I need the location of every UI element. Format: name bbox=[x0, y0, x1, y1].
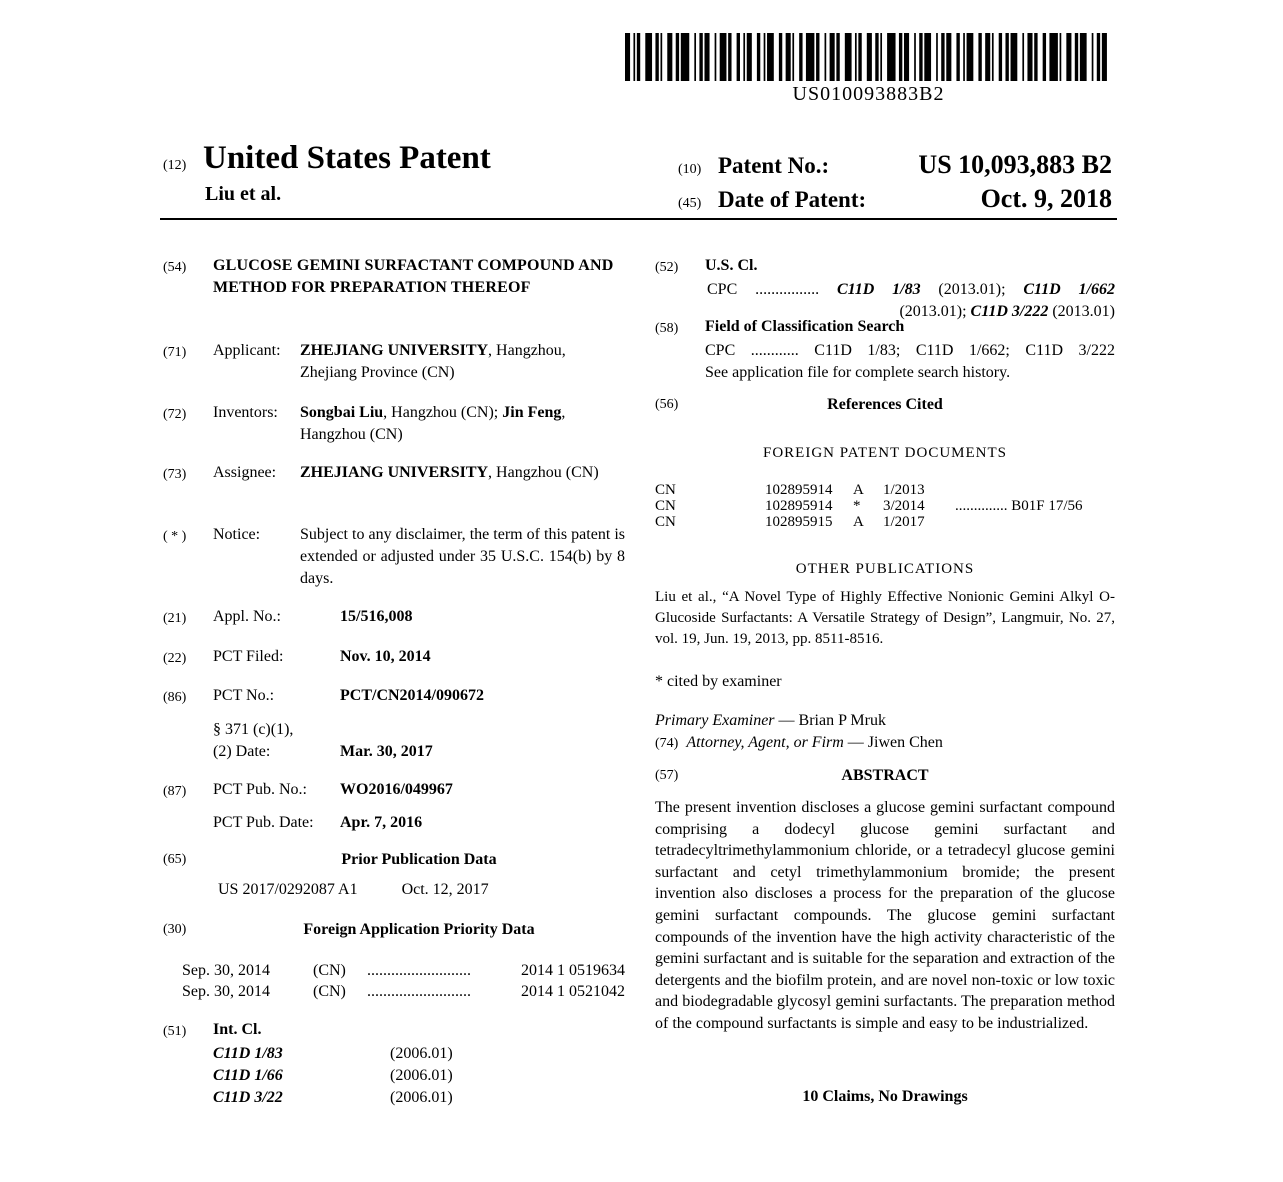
document-title: United States Patent bbox=[203, 140, 491, 176]
field-code: (65) bbox=[163, 852, 187, 867]
field-73-assignee bbox=[163, 462, 625, 486]
other-pubs-citation: Liu et al., “A Novel Type of Highly Effective Nonionic Gemini Alkyl O-Glucoside Surfactants: A Versatile Strategy of Design”, Langmuir, No. 27, vol. 19, Jun. 19, 2013, pp. 8511-8516. bbox=[655, 589, 1115, 647]
ref-country: CN bbox=[655, 498, 676, 514]
field-58-search bbox=[655, 316, 1115, 384]
field-code-45: (45) bbox=[678, 196, 702, 211]
field-code: (72) bbox=[163, 407, 187, 422]
field-30-priority bbox=[163, 919, 625, 1002]
appl-no-value: 15/516,008 bbox=[340, 608, 413, 625]
inventors-value: Songbai Liu, Hangzhou (CN); Jin Feng, Hangzhou (CN) bbox=[300, 404, 566, 443]
field-notice bbox=[163, 524, 625, 590]
cpc-line-1: CPC ................ C11D 1/83 (2013.01); C11D 1/662 bbox=[707, 281, 1116, 298]
patent-date-value: Oct. 9, 2018 bbox=[980, 184, 1112, 213]
kind-code-12: (12) bbox=[163, 158, 187, 173]
ref-date: 1/2017 bbox=[883, 514, 925, 530]
field-87-pct-pub bbox=[163, 779, 625, 834]
priority-country: (CN) bbox=[313, 962, 346, 979]
prior-pub-date: Oct. 12, 2017 bbox=[401, 881, 489, 898]
field-code: (51) bbox=[163, 1024, 187, 1039]
sect-371-line: § 371 (c)(1), bbox=[213, 721, 294, 738]
field-56-references bbox=[655, 394, 1115, 416]
field-52-us-cl bbox=[655, 255, 1115, 323]
field-label: Assignee: bbox=[213, 464, 277, 481]
header-right bbox=[678, 148, 1112, 216]
ref-extra: .............. B01F 17/56 bbox=[955, 498, 1083, 514]
abstract-heading: ABSTRACT bbox=[841, 767, 929, 784]
field-72-inventors bbox=[163, 402, 625, 446]
header-divider bbox=[160, 218, 1117, 220]
class-symbol: C11D 1/83 bbox=[213, 1045, 283, 1062]
field-label: Applicant: bbox=[213, 342, 281, 359]
invention-title: GLUCOSE GEMINI SURFACTANT COMPOUND AND METHOD FOR PREPARATION THEREOF bbox=[213, 257, 614, 296]
field-label: Inventors: bbox=[213, 404, 278, 421]
prior-pub-line bbox=[163, 879, 625, 901]
field-code: ( * ) bbox=[163, 529, 187, 544]
patent-number-label: Patent No.: bbox=[718, 153, 830, 178]
field-86-pct-no bbox=[163, 685, 625, 763]
field-21-appl-no bbox=[163, 606, 625, 630]
field-label: Appl. No.: bbox=[213, 608, 281, 625]
field-code: (52) bbox=[655, 260, 679, 275]
barcode bbox=[625, 33, 1112, 106]
priority-number: 2014 1 0521042 bbox=[521, 983, 625, 1000]
patent-number-value: US 10,093,883 B2 bbox=[918, 150, 1112, 179]
field-51-int-cl bbox=[163, 1019, 625, 1109]
priority-row bbox=[163, 960, 625, 981]
abstract-text: The present invention discloses a glucose gemini surfactant compound comprising a dodecyl glucose gemini surfactant and tetradecyltrimethylammonium chloride, or a tetradecyl glucose gemini surfactant and cetyl trimethylammonium bromide; the present invention also discloses a process for the preparation of the glucose gemini surfactant compounds. The glucose gemini surfactant compounds of the invention have the high activity characteristic of the gemini surfactant and is suitable for the separation and extraction of the detergents and the biofilm protein, and are novel non-toxic or low toxic and biodegradable glycosyl gemini surfactants. The preparation method of the compound surfactants is simple and easy to be industrialized. bbox=[655, 799, 1115, 1032]
field-label: PCT No.: bbox=[213, 687, 275, 704]
field-22-pct-filed bbox=[163, 646, 625, 670]
priority-date: Sep. 30, 2014 bbox=[182, 983, 270, 1000]
field-code: (86) bbox=[163, 690, 187, 705]
ref-extra bbox=[955, 482, 1115, 498]
field-code: (30) bbox=[163, 922, 187, 937]
patent-number-row bbox=[678, 148, 1112, 182]
field-code: (56) bbox=[655, 397, 679, 412]
examiner-name: — Brian P Mruk bbox=[774, 712, 886, 729]
priority-row bbox=[163, 981, 625, 1002]
field-label: PCT Filed: bbox=[213, 648, 284, 665]
first-inventor-line: Liu et al. bbox=[205, 183, 282, 205]
applicant-value: ZHEJIANG UNIVERSITY, Hangzhou, Zhejiang Province (CN) bbox=[300, 342, 566, 381]
priority-country: (CN) bbox=[313, 983, 346, 1000]
patent-date-label: Date of Patent: bbox=[718, 187, 867, 212]
other-pubs-heading: OTHER PUBLICATIONS bbox=[795, 561, 975, 577]
field-code: (71) bbox=[163, 345, 187, 360]
ref-date: 3/2014 bbox=[883, 498, 925, 514]
patent-date-row bbox=[678, 182, 1112, 216]
references-heading: References Cited bbox=[827, 396, 943, 413]
ref-extra bbox=[955, 514, 1115, 530]
dot-leader: .......................... bbox=[367, 962, 471, 979]
search-cpc-line: CPC ............ C11D 1/83; C11D 1/662; C11D 3/222 bbox=[705, 342, 1115, 359]
ref-kind: * bbox=[853, 498, 861, 514]
field-label: PCT Pub. Date: bbox=[213, 814, 314, 831]
pct-filed-value: Nov. 10, 2014 bbox=[340, 648, 431, 665]
section-371-date: Mar. 30, 2017 bbox=[340, 743, 433, 760]
cpc-line-2: (2013.01); C11D 3/222 (2013.01) bbox=[899, 303, 1115, 320]
int-cl-entry bbox=[163, 1043, 625, 1065]
ref-country: CN bbox=[655, 482, 676, 498]
ref-date: 1/2013 bbox=[883, 482, 925, 498]
notice-text: Subject to any disclaimer, the term of this patent is extended or adjusted under 35 U.S.C. 154(b) by 8 days. bbox=[300, 526, 625, 587]
field-label: (2) Date: bbox=[213, 743, 271, 760]
field-label: Notice: bbox=[213, 526, 261, 543]
pct-pub-date: Apr. 7, 2016 bbox=[340, 814, 423, 831]
field-code: (87) bbox=[163, 784, 187, 799]
foreign-docs-table bbox=[655, 482, 1115, 530]
table-row bbox=[655, 498, 1115, 514]
class-version: (2006.01) bbox=[390, 1067, 453, 1084]
field-label: PCT Pub. No.: bbox=[213, 781, 307, 798]
field-code: (57) bbox=[655, 768, 679, 783]
attorney-label: Attorney, Agent, or Firm bbox=[686, 734, 844, 751]
foreign-docs-heading: FOREIGN PATENT DOCUMENTS bbox=[762, 445, 1008, 461]
priority-heading: Foreign Application Priority Data bbox=[303, 921, 535, 938]
field-code: (74) bbox=[655, 736, 679, 751]
field-code: (21) bbox=[163, 611, 187, 626]
prior-pub-number: US 2017/0292087 A1 bbox=[218, 881, 358, 898]
priority-number: 2014 1 0519634 bbox=[521, 962, 625, 979]
field-71-applicant bbox=[163, 340, 625, 384]
class-version: (2006.01) bbox=[390, 1089, 453, 1106]
barcode-number: US010093883B2 bbox=[792, 83, 945, 105]
ref-number: 102895915 bbox=[765, 514, 833, 530]
class-version: (2006.01) bbox=[390, 1045, 453, 1062]
pct-no-value: PCT/CN2014/090672 bbox=[340, 687, 484, 704]
pct-pub-no: WO2016/049967 bbox=[340, 781, 453, 798]
attorney-name: — Jiwen Chen bbox=[843, 734, 943, 751]
cited-by-examiner-note: * cited by examiner bbox=[655, 673, 782, 690]
us-cl-heading: U.S. Cl. bbox=[705, 257, 758, 274]
table-row bbox=[655, 514, 1115, 530]
attorney-line bbox=[655, 732, 1115, 755]
ref-country: CN bbox=[655, 514, 676, 530]
examiner-label: Primary Examiner bbox=[655, 712, 775, 729]
field-code: (54) bbox=[163, 260, 187, 275]
field-code: (22) bbox=[163, 651, 187, 666]
field-57-abstract bbox=[655, 765, 1115, 787]
search-see-line: See application file for complete search history. bbox=[705, 364, 1011, 381]
int-cl-entry bbox=[163, 1087, 625, 1109]
prior-pub-heading: Prior Publication Data bbox=[341, 851, 497, 868]
dot-leader: .......................... bbox=[367, 983, 471, 1000]
int-cl-entry bbox=[163, 1065, 625, 1087]
ref-number: 102895914 bbox=[765, 498, 833, 514]
examiner-line bbox=[655, 710, 1115, 732]
ref-kind: A bbox=[853, 482, 864, 498]
priority-date: Sep. 30, 2014 bbox=[182, 962, 270, 979]
search-heading: Field of Classification Search bbox=[705, 318, 905, 335]
field-54-title bbox=[163, 255, 625, 299]
field-65-prior-pub bbox=[163, 849, 625, 901]
field-code: (58) bbox=[655, 321, 679, 336]
ref-number: 102895914 bbox=[765, 482, 833, 498]
class-symbol: C11D 1/66 bbox=[213, 1067, 283, 1084]
ref-kind: A bbox=[853, 514, 864, 530]
field-code: (73) bbox=[163, 467, 187, 482]
barcode-bars-icon bbox=[625, 33, 1112, 81]
class-symbol: C11D 3/22 bbox=[213, 1089, 283, 1106]
field-code-10: (10) bbox=[678, 162, 702, 177]
assignee-value: ZHEJIANG UNIVERSITY, Hangzhou (CN) bbox=[300, 464, 599, 481]
int-cl-heading: Int. Cl. bbox=[213, 1021, 262, 1038]
table-row bbox=[655, 482, 1115, 498]
claims-line: 10 Claims, No Drawings bbox=[802, 1088, 968, 1105]
